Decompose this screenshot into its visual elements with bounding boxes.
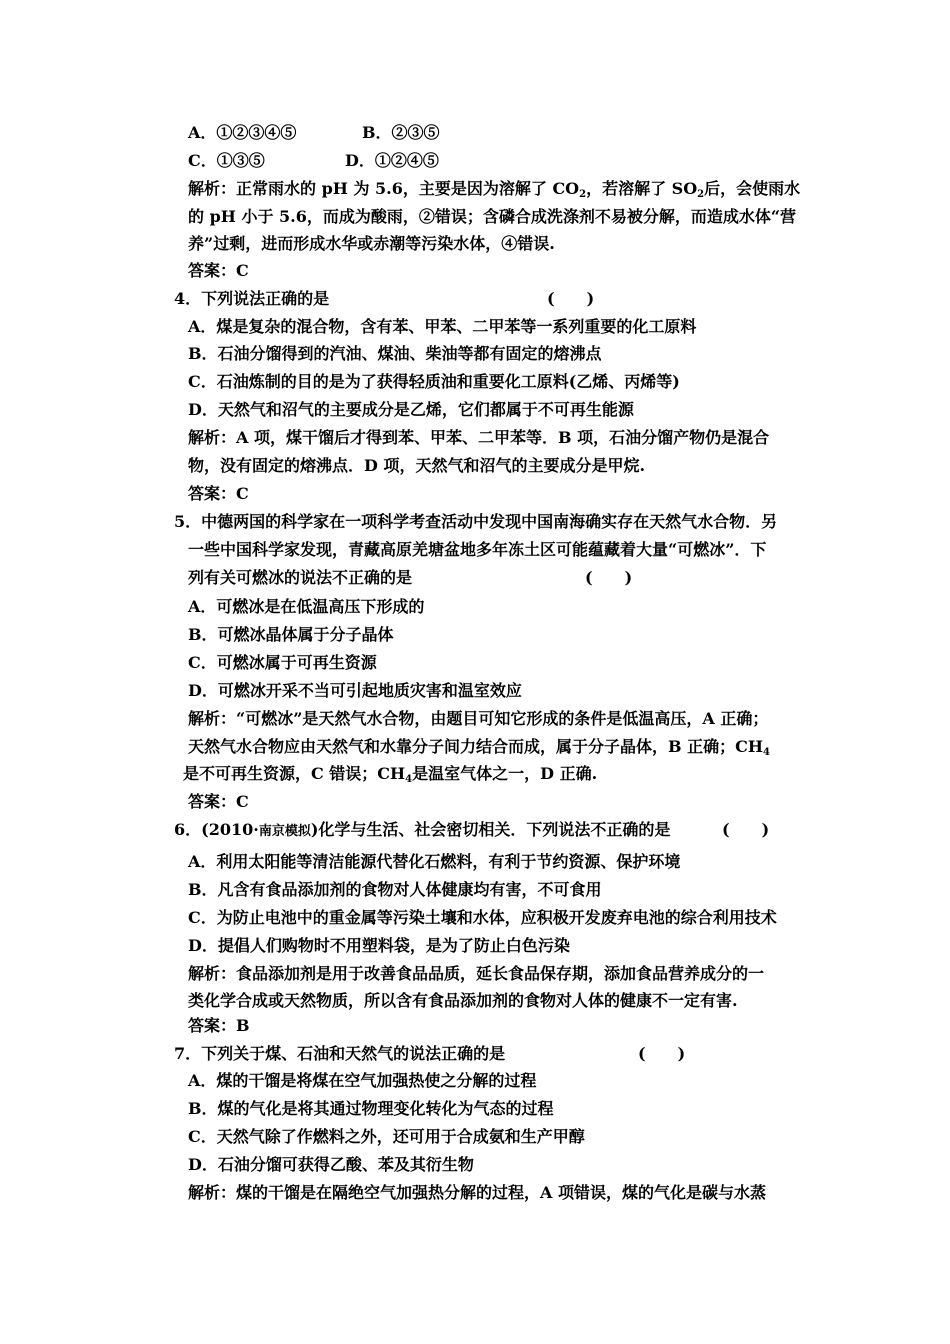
option-text: D．石油分馏可获得乙酸、苯及其衍生物 [188,1155,474,1174]
subscript: 2 [579,189,587,200]
explanation-line [188,962,764,986]
option-text: B．石油分馏得到的汽油、煤油、柴油等都有固定的熔沸点 [188,344,602,363]
option-b [188,1097,554,1121]
paren-text: ( ) [585,568,633,587]
option-a [188,315,696,339]
option-text: D．天然气和沼气的主要成分是乙烯，它们都属于不可再生能源 [188,400,634,419]
answer [188,1014,250,1038]
stem-text: )化学与生活、社会密切相关．下列说法不正确的是 [310,820,671,839]
option-text: C．为防止电池中的重金属等污染土壤和水体，应积极开发废弃电池的综合利用技术 [188,908,777,927]
explanation-line [188,454,645,478]
option-b [188,623,394,647]
stem-text: 一些中国科学家发现，青藏高原羌塘盆地多年冻土区可能蕴藏着大量“可燃冰”．下 [188,540,767,559]
question-stem [174,287,329,311]
explanation-text: 解析：“可燃冰”是天然气水合物，由题目可知它形成的条件是低温高压，A 正确； [188,709,769,728]
option-c [188,906,777,930]
option-text: B．凡含有食品添加剂的食物对人体健康均有害，不可食用 [188,880,602,899]
stem-text: 列有关可燃冰的说法不正确的是 [188,568,413,587]
explanation-line [188,426,769,450]
explanation-line [188,1181,766,1205]
subscript: 4 [405,774,413,785]
question-stem [188,538,766,562]
subscript: 4 [762,747,770,758]
answer-paren [722,818,769,842]
answer-paren [638,1042,685,1066]
option-text: B．可燃冰晶体属于分子晶体 [188,625,394,644]
option-a [188,121,296,145]
explanation-text: 的 pH 小于 5.6，而成为酸雨，②错误；含磷合成洗涤剂不易被分解，而造成水体“营 [188,207,797,226]
option-d [188,1153,474,1177]
option-b-text: B．②③⑤ [362,123,440,142]
question-stem [174,818,670,842]
option-a [188,595,424,619]
option-d [188,398,634,422]
option-b [188,878,602,902]
paren-text: ( ) [722,820,770,839]
explanation-text: 养”过剩，进而形成水华或赤潮等污染水体，④错误. [188,234,555,253]
option-text: A．可燃冰是在低温高压下形成的 [188,597,425,616]
stem-text: 4．下列说法正确的是 [174,289,330,308]
explanation-line [188,177,800,201]
option-d [345,149,439,173]
explanation-text: 天然气水合物应由天然气和水靠分子间力结合而成，属于分子晶体，B 正确；CH [188,737,763,756]
explanation-text: 是温室气体之一，D 正确. [412,764,598,783]
option-a [188,850,680,874]
explanation-text: 类化学合成或天然物质，所以含有食品添加剂的食物对人体的健康不一定有害. [188,991,738,1010]
option-text: A．煤的干馏是将煤在空气加强热使之分解的过程 [188,1071,537,1090]
answer-paren [547,287,594,311]
answer [188,259,249,283]
explanation-text: 解析：食品添加剂是用于改善食品品质，延长食品保存期，添加食品营养成分的一 [188,964,765,983]
answer-text: 答案：C [188,261,249,280]
explanation-line [188,232,555,256]
explanation-line [188,989,738,1013]
explanation-text: 后，会使雨水 [704,179,801,198]
option-c-text: C．①③⑤ [188,151,265,170]
option-text: C．可燃冰属于可再生资源 [188,653,377,672]
explanation-line [183,762,597,786]
question-stem [174,1042,505,1066]
option-d [188,679,522,703]
explanation-text: 解析：煤的干馏是在隔绝空气加强热分解的过程，A 项错误，煤的气化是碳与水蒸 [188,1183,766,1202]
explanation-text: 物，没有固定的熔沸点．D 项，天然气和沼气的主要成分是甲烷. [188,456,646,475]
question-stem [174,510,777,534]
explanation-label: 解析： [188,179,237,198]
subscript: 2 [697,189,705,200]
option-d-text: D．①②④⑤ [345,151,439,170]
question-stem [188,566,412,590]
source-tag: 南京模拟 [258,824,311,839]
answer-paren [585,566,632,590]
explanation-line [188,205,796,229]
answer [188,482,249,506]
option-b [188,342,602,366]
option-text: A．利用太阳能等清洁能源代替化石燃料，有利于节约资源、保护环境 [188,852,681,871]
option-a-text: A．①②③④⑤ [188,123,297,142]
stem-text: 6．(2010· [174,820,259,839]
option-c [188,1125,585,1149]
option-text: D．提倡人们购物时不用塑料袋，是为了防止白色污染 [188,936,570,955]
option-text: A．煤是复杂的混合物，含有苯、甲苯、二甲苯等一系列重要的化工原料 [188,317,697,336]
explanation-line [188,735,770,759]
explanation-text: 正常雨水的 pH 为 5.6，主要是因为溶解了 CO [236,179,580,198]
answer-text: 答案：C [188,792,249,811]
explanation-text: 解析：A 项，煤干馏后才得到苯、甲苯、二甲苯等．B 项，石油分馏产物仍是混合 [188,428,770,447]
option-d [188,934,570,958]
option-c [188,651,377,675]
answer-text: 答案：C [188,484,249,503]
explanation-text: 是不可再生资源，C 错误；CH [183,764,406,783]
option-text: C．天然气除了作燃料之外，还可用于合成氨和生产甲醇 [188,1127,585,1146]
option-c [188,149,265,173]
answer [188,790,249,814]
paren-text: ( ) [638,1044,686,1063]
option-text: B．煤的气化是将其通过物理变化转化为气态的过程 [188,1099,554,1118]
stem-text: 7．下列关于煤、石油和天然气的说法正确的是 [174,1044,506,1063]
option-text: D．可燃冰开采不当可引起地质灾害和温室效应 [188,681,522,700]
option-c [188,370,680,394]
option-a [188,1069,536,1093]
option-text: C．石油炼制的目的是为了获得轻质油和重要化工原料(乙烯、丙烯等) [188,372,680,391]
explanation-line [188,707,768,731]
option-b [362,121,440,145]
answer-text: 答案：B [188,1016,250,1035]
stem-text: 5．中德两国的科学家在一项科学考查活动中发现中国南海确实存在天然气水合物．另 [174,512,778,531]
paren-text: ( ) [547,289,595,308]
explanation-text: ，若溶解了 SO [586,179,698,198]
